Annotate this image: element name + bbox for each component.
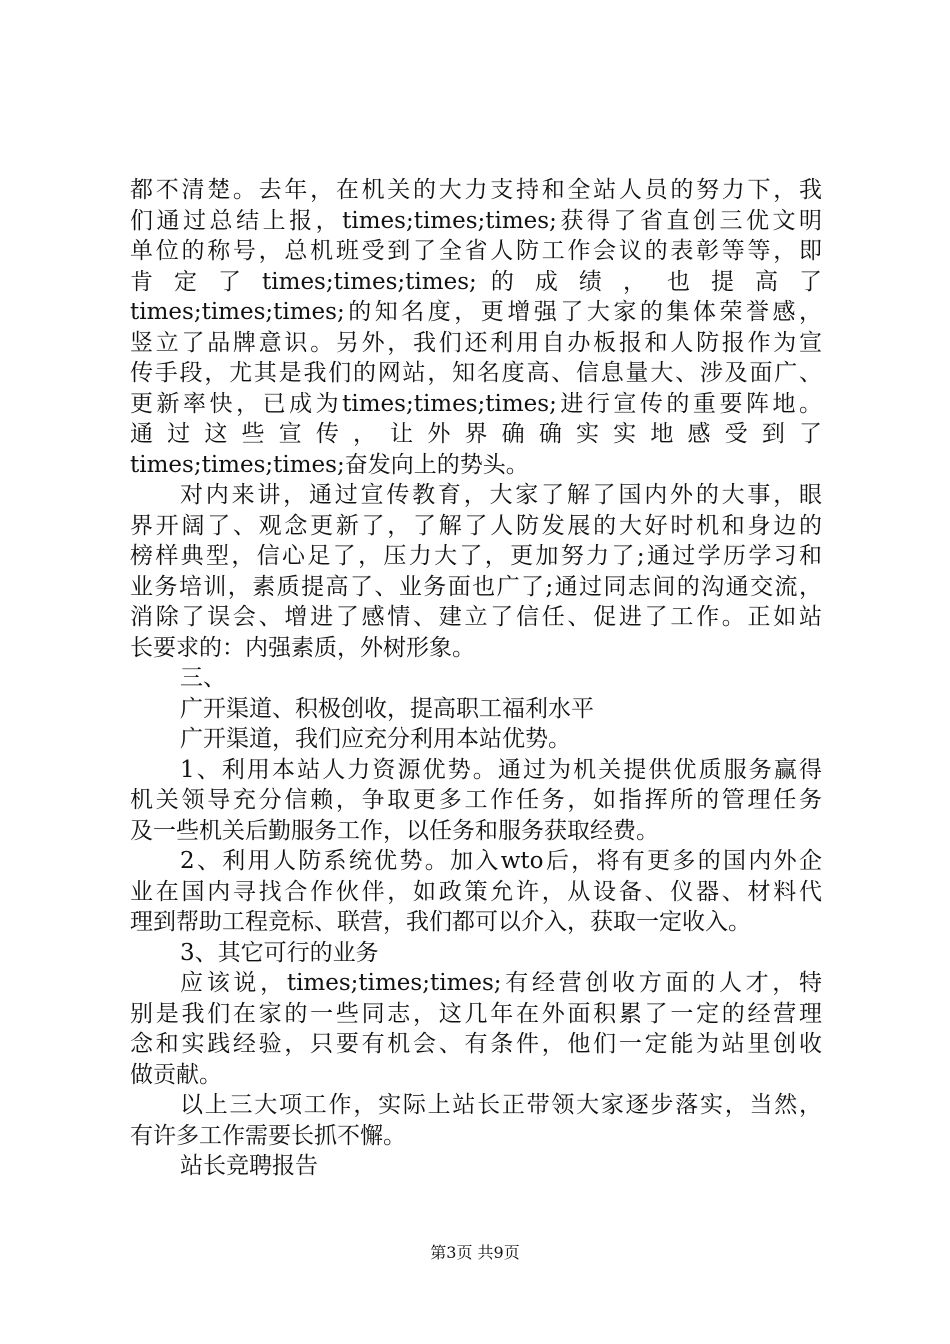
- text-line: 有许多工作需要长抓不懈。: [130, 1122, 406, 1149]
- text-line: 念和实践经验，只要有机会、有条件，他们一定能为站里创收: [130, 1031, 822, 1057]
- text-line: times;times;times;的知名度，更增强了大家的集体荣誉感，: [130, 299, 822, 325]
- text-line: 肯 定 了 times;times;times; 的 成 绩 ， 也 提 高 了: [130, 268, 822, 295]
- text-line: 更新率快，已成为times;times;times;进行宣传的重要阵地。: [130, 390, 822, 417]
- text-line: 榜样典型，信心足了，压力大了，更加努力了;通过学历学习和: [130, 543, 822, 569]
- text-line: 做贡献。: [130, 1061, 222, 1088]
- list-item-1: 1、利用本站人力资源优势。通过为机关提供优质服务赢得: [180, 756, 822, 783]
- text-line: 消除了误会、增进了感情、建立了信任、促进了工作。正如站: [130, 604, 822, 630]
- text-line: times;times;times;奋发向上的势头。: [130, 451, 529, 478]
- text-line: 都不清楚。去年，在机关的大力支持和全站人员的努力下，我: [130, 177, 822, 203]
- list-item-2: 2、利用人防系统优势。加入wto后，将有更多的国内外企: [180, 848, 822, 874]
- text-line: 传手段，尤其是我们的网站，知名度高、信息量大、涉及面广、: [130, 360, 822, 386]
- list-item-3: 3、其它可行的业务: [180, 939, 379, 966]
- paragraph-first-line: 对内来讲，通过宣传教育，大家了解了国内外的大事，眼: [180, 482, 822, 508]
- body-text: [130, 175, 822, 1182]
- text-line: 业在国内寻找合作伙伴，如政策允许，从设备、仪器、材料代: [130, 878, 822, 905]
- text-line: 机关领导充分信赖，争取更多工作任务，如指挥所的管理任务: [130, 787, 822, 813]
- text-line: 及一些机关后勤服务工作，以任务和服务获取经费。: [130, 817, 659, 844]
- paragraph-first-line: 广开渠道，我们应充分利用本站优势。: [180, 726, 571, 752]
- text-line: 别是我们在家的一些同志，这几年在外面积累了一定的经营理: [130, 1000, 822, 1027]
- text-line: 单位的称号，总机班受到了全省人防工作会议的表彰等等，即: [130, 238, 822, 264]
- page-footer: 第3页 共9页: [430, 1243, 520, 1262]
- text-line: 业务培训，素质提高了、业务面也广了;通过同志间的沟通交流，: [130, 573, 822, 600]
- text-line: 竖立了品牌意识。另外，我们还利用自办板报和人防报作为宣: [130, 329, 822, 356]
- text-line: 通 过 这 些 宣 传 ， 让 外 界 确 确 实 实 地 感 受 到 了: [130, 421, 822, 447]
- section-number: 三、: [180, 665, 226, 691]
- paragraph-first-line: 以上三大项工作，实际上站长正带领大家逐步落实，当然，: [180, 1092, 822, 1118]
- text-line: 界开阔了、观念更新了，了解了人防发展的大好时机和身边的: [130, 512, 822, 539]
- text-line: 长要求的：内强素质，外树形象。: [130, 634, 475, 661]
- section-heading: 广开渠道、积极创收，提高职工福利水平: [180, 695, 594, 722]
- text-line: 们通过总结上报，times;times;times;获得了省直创三优文明: [130, 207, 822, 234]
- closing-title: 站长竞聘报告: [180, 1153, 318, 1179]
- text-line: 理到帮助工程竞标、联营，我们都可以介入，获取一定收入。: [130, 909, 751, 935]
- paragraph-first-line: 应该说，times;times;times;有经营创收方面的人才，特: [180, 970, 822, 996]
